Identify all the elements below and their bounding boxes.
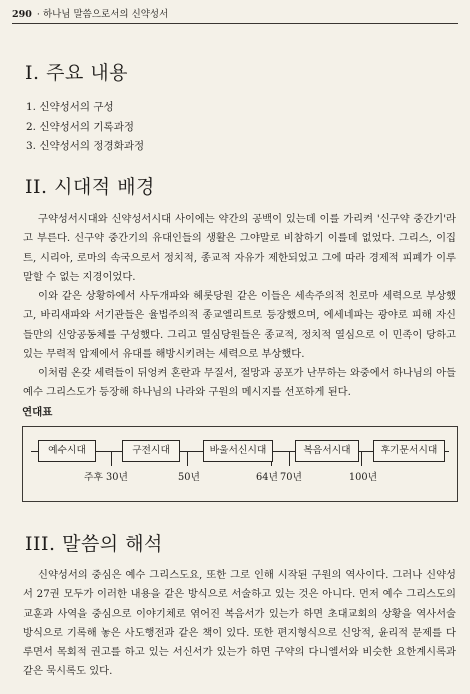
era-box: 바울서신시대 — [203, 440, 273, 462]
contents-list — [26, 98, 144, 157]
book-title: 하나님 말씀으로서의 신약성서 — [42, 9, 169, 20]
paragraph: 구약성서시대와 신약성서시대 사이에는 약간의 공백이 있는데 이를 가리켜 '신구약 중간기'라고 부른다. 신구약 중간기의 유대인들의 생활은 그야말로 비참하기 이를데 없었다. 그리스, 이집트, 시리아, 로마의 속국으로서 정치적, 종교적 자유가 제한되었고 그에 따라 경제적 피폐가 이루 말할 수 없는 지경이었다. — [23, 213, 456, 283]
section-heading-background: II. 시대적 배경 — [25, 176, 155, 198]
contents-item: 1. 신약성서의 구성 — [26, 101, 114, 113]
year-label: 100년 — [348, 472, 378, 483]
year-label: 주후 30년 — [84, 472, 128, 483]
paragraph: 신약성서의 중심은 예수 그리스도요, 또한 그로 인해 시작된 구원의 역사이다. 그러나 신약성서 27권 모두가 이러한 내용을 같은 방식으로 서술하고 있는 것은 아니다. 먼저 예수 그리스도의 교훈과 사역을 중심으로 이야기체로 엮어진 복음서가 있는가 하면 초대교회의 상황을 역사서술 방식으로 기록해 놓은 사도행전과 같은 책이 있다. 또한 편지형식으로 신앙적, 윤리적 문제를 다루면서 목회적 권고를 하고 있는 서신서가 있는가 하면 구약의 다니엘서와 비슷한 요한계시록과 같은 묵시록도 있다. — [23, 569, 456, 678]
header-separator: · — [36, 9, 40, 20]
page-number: 290 — [12, 9, 32, 20]
year-tick — [361, 451, 362, 466]
year-tick — [187, 451, 188, 466]
timeline-caption: 연대표 — [22, 406, 53, 418]
year-tick — [289, 451, 290, 466]
contents-item: 3. 신약성서의 정경화과정 — [26, 140, 145, 152]
era-box: 구전시대 — [122, 440, 180, 462]
year-tick — [111, 451, 112, 466]
year-label: 50년 — [178, 472, 200, 483]
running-header — [12, 7, 458, 24]
contents-item: 2. 신약성서의 기록과정 — [26, 120, 134, 133]
era-box: 후기문서시대 — [373, 440, 445, 462]
paragraph: 이와 같은 상황하에서 사두개파와 헤롯당원 같은 이들은 세속주의적 친로마 세력으로 부상했고, 바리새파와 서기관들은 율법주의적 종교엘리트로 등장했으며, 에세네파는 광야로 피해 자신들만의 신앙공동체를 구성했다. 그리고 열심당원들은 종교적, 정치적 열심으로 이 민족이 당하고 있는 무력적 압제에서 유대를 해방시키려는 세력으로 부상했다. — [23, 290, 456, 360]
year-label: 70년 — [280, 472, 302, 483]
era-box: 예수시대 — [38, 440, 96, 462]
section-heading-interpretation: III. 말씀의 해석 — [25, 533, 163, 555]
year-label: 64년 — [256, 472, 278, 483]
section-heading-main-contents: I. 주요 내용 — [25, 62, 129, 84]
timeline-chart — [22, 426, 458, 502]
paragraph: 이처럼 온갖 세력들이 뒤엉켜 혼란과 무질서, 절망과 공포가 난무하는 와중에서 하나님의 아들 예수 그리스도가 등장해 하나님의 나라와 구원의 메시지를 선포하게 된다. — [23, 367, 456, 399]
era-box: 복음서시대 — [295, 440, 359, 462]
